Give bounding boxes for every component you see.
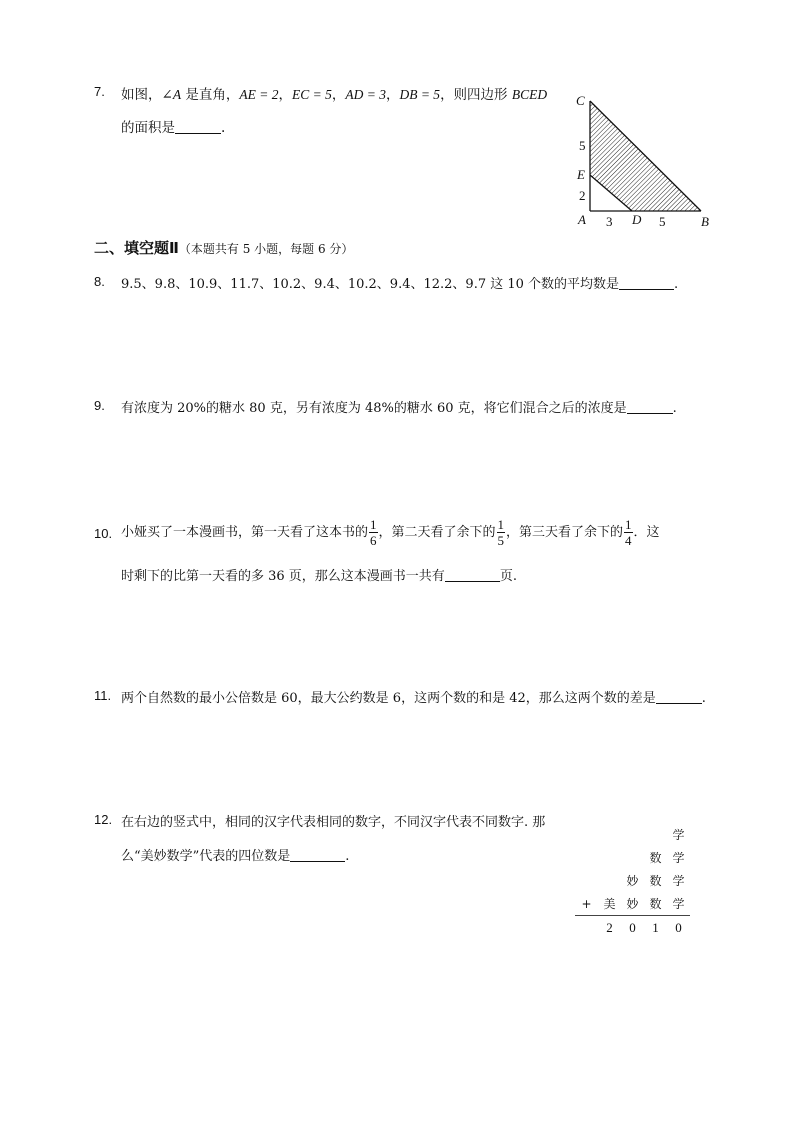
result-digit: 0: [667, 916, 690, 940]
q12-number: 12.: [94, 812, 113, 827]
cell: [575, 823, 598, 846]
q12-line2: [121, 845, 349, 864]
q8-period: .: [674, 277, 679, 292]
q8-answer-blank[interactable]: [619, 275, 674, 290]
q7-text: 如图，∠: [121, 87, 173, 103]
q7-cond-db: DB = 5: [399, 87, 441, 102]
cell: 数: [649, 897, 662, 911]
triangle-diagram: [570, 90, 720, 235]
q11-period: .: [701, 691, 706, 706]
cell: 妙: [626, 874, 639, 888]
section-note: （本题共有 5 小题，每题 6 分）: [178, 242, 354, 256]
vertical-addition: [575, 823, 690, 939]
cell: [644, 823, 667, 846]
label-ec-length: 5: [579, 138, 586, 153]
q7-line1: [121, 83, 547, 103]
q7-sep: ，: [278, 87, 292, 103]
q9-answer-blank[interactable]: [627, 399, 673, 414]
q10-number: 10.: [94, 526, 113, 541]
q7-cond-ec: EC = 5: [291, 87, 332, 102]
fraction-one-fifth: [497, 517, 506, 548]
q9-text: 有浓度为 20%的糖水 80 克，另有浓度为 48%的糖水 60 克，将它们混合之后的浓度是: [121, 401, 627, 416]
label-b: B: [701, 214, 709, 229]
q10-answer-blank[interactable]: [445, 567, 500, 582]
cell: 学: [672, 897, 685, 911]
cell: 学: [672, 828, 685, 842]
frac-numerator: 1: [370, 517, 377, 532]
q10-text: ，第三天看了余下的: [506, 525, 624, 540]
addition-row: [575, 823, 690, 846]
label-db-length: 5: [659, 214, 666, 229]
q10-text: ，第二天看了余下的: [378, 525, 496, 540]
result-digit: 2: [598, 916, 621, 940]
q10-text: 时剩下的比第一天看的多 36 页，那么这本漫画书一共有: [121, 569, 445, 584]
frac-denominator: 4: [625, 533, 632, 548]
q7-text: 是直角，: [181, 87, 240, 103]
section-header: [94, 237, 353, 258]
q8-line: [121, 273, 678, 292]
q7-text: 的面积是: [121, 120, 175, 136]
frac-denominator: 5: [497, 533, 505, 548]
q7-cond-ad: AD = 3: [345, 87, 386, 102]
label-d: D: [632, 212, 642, 227]
fraction-one-sixth: [369, 517, 378, 548]
q7-sep: ，: [385, 87, 400, 103]
label-c: C: [576, 93, 585, 108]
fraction-one-quarter: [624, 517, 633, 548]
cell: [598, 846, 621, 869]
q10-text: 小娅买了一本漫画书，第一天看了这本书的: [121, 525, 369, 540]
cell: 学: [672, 874, 685, 888]
q12-line1: 在右边的竖式中，相同的汉字代表相同的数字，不同汉字代表不同数字. 那: [121, 815, 546, 830]
q7-answer-blank[interactable]: [175, 119, 221, 134]
q9-number: 9.: [94, 398, 105, 413]
cell: [598, 823, 621, 846]
cell: 妙: [626, 897, 639, 911]
q12-period: .: [345, 849, 350, 864]
q11-line: [121, 687, 706, 706]
cell: [598, 869, 621, 892]
cell: 数: [649, 851, 662, 865]
q7-angle-var: A: [172, 87, 182, 102]
q11-text: 两个自然数的最小公倍数是 60，最大公约数是 6，这两个数的和是 42，那么这两个数的差是: [121, 691, 656, 706]
cell: 美: [603, 897, 616, 911]
q7-text: ，则四边形: [440, 87, 512, 103]
q8-text: 9.5、9.8、10.9、11.7、10.2、9.4、10.2、9.4、12.2、9.7 这 10 个数的平均数是: [121, 277, 620, 292]
addition-row: [575, 869, 690, 892]
q7-number: 7.: [94, 84, 105, 99]
q10-unit: 页.: [499, 569, 517, 584]
q10-text: ．这: [633, 525, 660, 540]
frac-denominator: 6: [370, 533, 377, 548]
cell: [621, 846, 644, 869]
q10-line2: [121, 565, 517, 584]
cell: [575, 846, 598, 869]
q7-cond-ae: AE = 2: [239, 87, 279, 102]
q8-number: 8.: [94, 274, 105, 289]
frac-numerator: 1: [497, 517, 505, 532]
q10-line1: [121, 515, 660, 551]
result-digit: [575, 916, 598, 940]
cell: [575, 869, 598, 892]
q12-answer-blank[interactable]: [290, 847, 345, 862]
q9-period: .: [672, 401, 677, 416]
result-digit: 0: [621, 916, 644, 940]
q9-line: [121, 397, 677, 416]
label-a: A: [578, 212, 586, 227]
q11-number: 11.: [94, 688, 112, 703]
plus-sign: +: [581, 896, 592, 911]
q12-text: 么“美妙数学”代表的四位数是: [121, 849, 291, 864]
addition-result-row: [575, 916, 690, 940]
section-title: 二、填空题Ⅱ: [94, 239, 179, 257]
addition-row: [575, 846, 690, 869]
cell: [621, 823, 644, 846]
q7-triangle-figure: [570, 90, 720, 235]
label-e: E: [577, 167, 585, 182]
cell: 数: [649, 874, 662, 888]
q7-period: .: [221, 120, 226, 136]
result-digit: 1: [644, 916, 667, 940]
q7-quad: BCED: [511, 87, 548, 102]
q7-sep: ，: [331, 87, 346, 103]
label-ae-length: 2: [579, 188, 586, 203]
q7-line2: [121, 116, 225, 136]
frac-numerator: 1: [625, 517, 632, 532]
addition-row: [575, 892, 690, 916]
cell: 学: [672, 851, 685, 865]
q11-answer-blank[interactable]: [656, 689, 702, 704]
label-ad-length: 3: [606, 214, 613, 229]
